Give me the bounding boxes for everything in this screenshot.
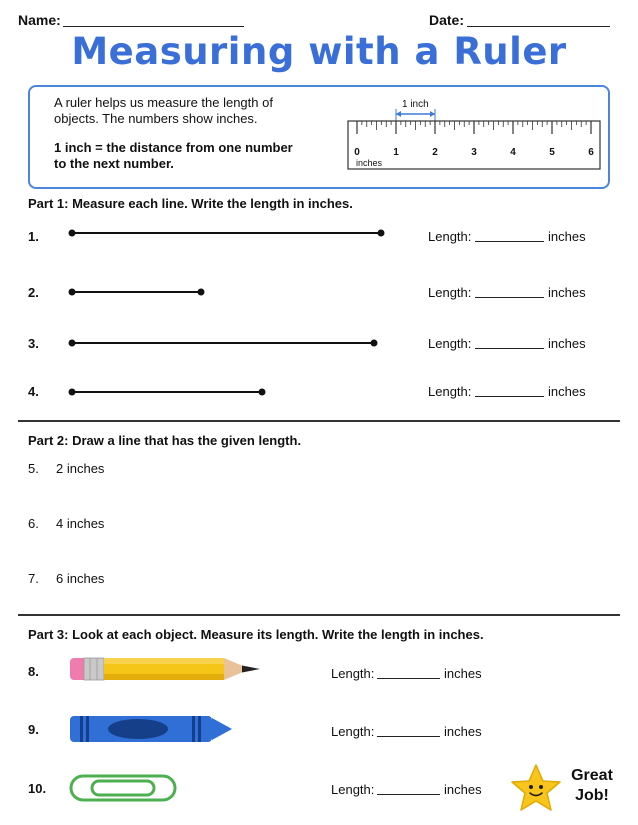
item-1-number: 1. [28, 229, 39, 244]
item-3-number: 3. [28, 336, 39, 351]
line-4-start-dot [69, 389, 76, 396]
pencil-lead [242, 666, 260, 673]
line-2-end-dot [198, 289, 205, 296]
item-8-answer-field[interactable] [377, 678, 440, 679]
item-2-length-label: Length: [428, 285, 472, 300]
date-label: Date: [429, 12, 465, 28]
paper-clip-image [68, 773, 180, 803]
line-3-start-dot [69, 340, 76, 347]
item-7-number: 7. [28, 571, 39, 586]
ruler-unit-label: inches [356, 158, 383, 168]
crayon-label [108, 719, 168, 739]
span-arrow-right-head [430, 111, 435, 117]
ruler-number: 6 [588, 147, 594, 158]
item-3-answer-field[interactable] [475, 348, 544, 349]
ruler-number: 4 [510, 147, 516, 158]
ruler-span-label: 1 inch [402, 99, 429, 110]
intro-line-1: A ruler helps us measure the length of [54, 95, 273, 110]
clip-inner-loop [92, 781, 154, 795]
part1-heading: Part 1: Measure each line. Write the length in inches. [28, 196, 353, 211]
ruler-number: 3 [471, 147, 477, 158]
ruler-number: 2 [432, 147, 438, 158]
item-8-unit: inches [444, 666, 482, 681]
pencil-image [68, 655, 264, 685]
name-field[interactable] [63, 26, 244, 27]
ruler-number: 0 [354, 147, 360, 158]
item-10-answer-field[interactable] [377, 794, 440, 795]
ruler-illustration [340, 94, 605, 174]
item-2-unit: inches [548, 285, 586, 300]
line-3-end-dot [371, 340, 378, 347]
pencil-ferrule [84, 658, 104, 680]
item-1-length-label: Length: [428, 229, 472, 244]
name-label: Name: [18, 12, 61, 28]
item-4-unit: inches [548, 384, 586, 399]
item-4-answer-field[interactable] [475, 396, 544, 397]
item-1-unit: inches [548, 229, 586, 244]
definition-line-1: 1 inch = the distance from one number [54, 140, 293, 155]
span-arrow-left-head [396, 111, 401, 117]
item-2-number: 2. [28, 285, 39, 300]
item-4-number: 4. [28, 384, 39, 399]
item-8-length-label: Length: [331, 666, 375, 681]
page-title: Measuring with a Ruler [71, 30, 567, 73]
ruler-number: 5 [549, 147, 555, 158]
item-5-text: 2 inches [56, 461, 105, 476]
line-1-end-dot [378, 230, 385, 237]
item-4-length-label: Length: [428, 384, 472, 399]
item-9-answer-field[interactable] [377, 736, 440, 737]
item-10-unit: inches [444, 782, 482, 797]
star-icon [508, 762, 564, 816]
item-3-unit: inches [548, 336, 586, 351]
line-1-start-dot [69, 230, 76, 237]
item-7-text: 6 inches [56, 571, 105, 586]
item-9-length-label: Length: [331, 724, 375, 739]
item-5-number: 5. [28, 461, 39, 476]
crayon-tip [212, 718, 232, 740]
item-3-length-label: Length: [428, 336, 472, 351]
item-2-answer-field[interactable] [475, 297, 544, 298]
part3-heading: Part 3: Look at each object. Measure its length. Write the length in inches. [28, 627, 484, 642]
badge-line-1: Great [571, 767, 613, 784]
item-6-number: 6. [28, 516, 39, 531]
line-4-end-dot [259, 389, 266, 396]
item-10-length-label: Length: [331, 782, 375, 797]
item-9-number: 9. [28, 722, 39, 737]
great-job-badge [565, 766, 619, 806]
ruler-number: 1 [393, 147, 399, 158]
definition-line-2: to the next number. [54, 156, 174, 171]
badge-line-2: Job! [575, 787, 609, 804]
part2-heading: Part 2: Draw a line that has the given length. [28, 433, 302, 448]
item-6-text: 4 inches [56, 516, 105, 531]
section-divider-2 [18, 614, 620, 616]
date-field[interactable] [467, 26, 610, 27]
part1-lines [0, 215, 638, 405]
section-divider-1 [18, 420, 620, 422]
line-2-start-dot [69, 289, 76, 296]
item-10-number: 10. [28, 781, 47, 796]
item-1-answer-field[interactable] [475, 241, 544, 242]
item-8-number: 8. [28, 664, 39, 679]
crayon-image [68, 713, 236, 745]
item-9-unit: inches [444, 724, 482, 739]
intro-line-2: objects. The numbers show inches. [54, 111, 258, 126]
